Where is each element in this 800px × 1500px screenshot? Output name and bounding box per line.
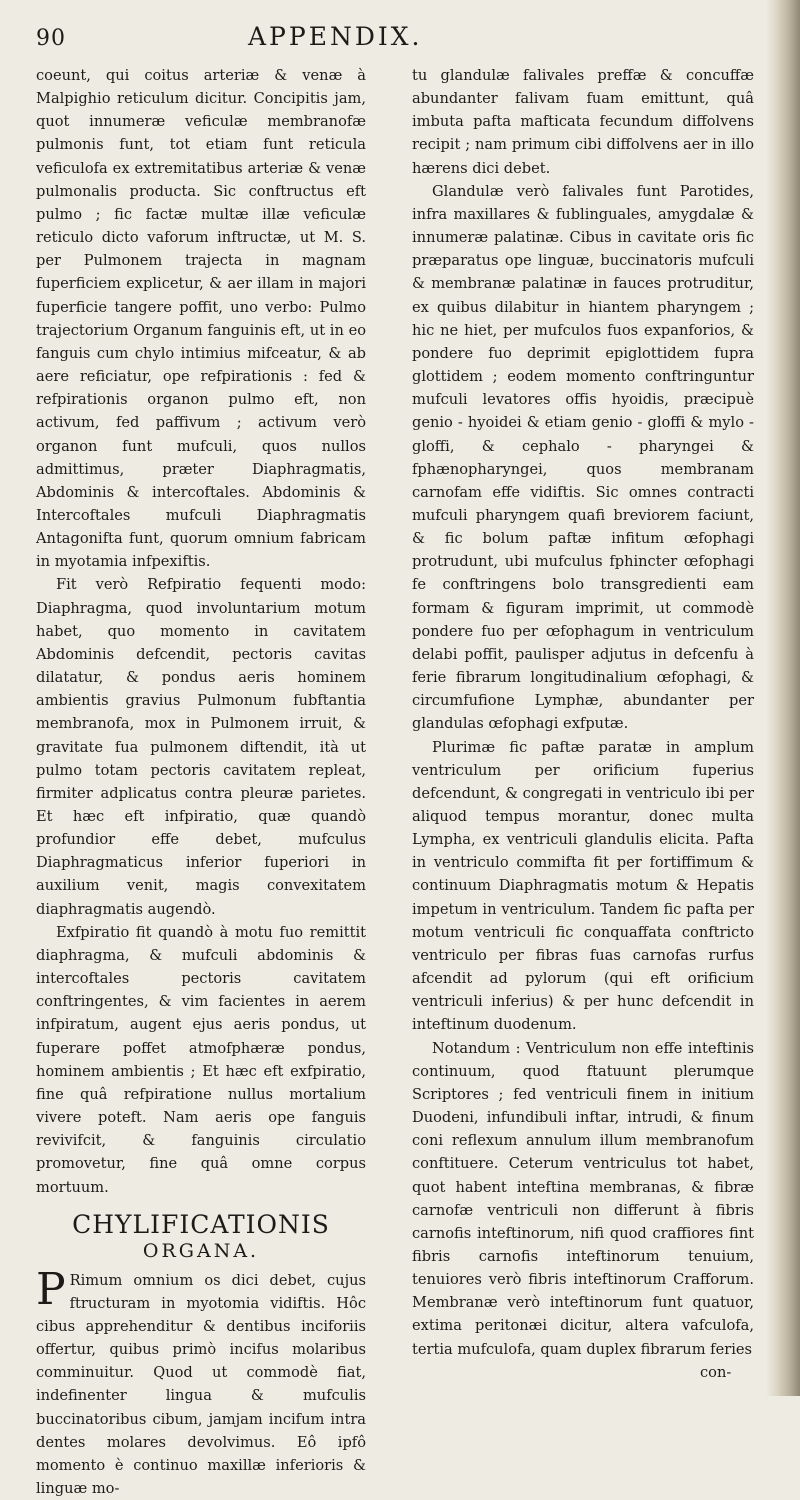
paragraph-ventricle: Plurimæ fic paftæ paratæ in amplum ventriculum per orificium fuperius defcendunt, & congregati in ventriculo ibi per aliquod tempus morantur, donec multa Lympha, ex ventriculi glandulis elicita. Pafta in ventriculo commifta fit per fortiffimum & continuum Diaphragmatis motum & Hepatis impetum in ventriculum. Tandem fic pafta per motum ventriculi fic conquaffata conftricto ventriculo per fibras fuas carnofas rurfus afcendit ad pylorum (qui eft orificium ventriculi inferius) & per hunc defcendit in inteftinum duodenum. xyxy=(412,738,754,1034)
paragraph-respiration: Fit verò Refpiratio fequenti modo: Diaphragma, quod involuntarium motum habet, quo momento in cavitatem Abdominis defcendit, pectoris cavitas dilatatur, & pondus aeris hominem ambientis gravius Pulmonum fubftantia membranofa, mox in Pulmonem irruit, & gravitate fua pulmonem diftendit, ità ut pulmo totam pectoris cavitatem repleat, firmiter adplicatus contra pleuræ parietes. Et hæc eft infpiratio, quæ quandò profundior effe debet, mufculus Diaphragmaticus inferior fuperiori in auxilium venit, magis convexitatem diaphragmatis augendò. xyxy=(36,576,366,918)
drop-cap: P xyxy=(36,1263,66,1315)
right-column xyxy=(412,64,754,1361)
paragraph-chylification xyxy=(36,1263,366,1500)
running-head: APPENDIX. xyxy=(248,22,423,51)
paragraph-chylification-text: Rimum omnium os dici debet, cujus ftructuram in myotomia vidiftis. Hôc cibus apprehenditur & dentibus inciforiis offertur, quibus primò incifus molaribus comminuitur. Quod ut commodè fiat, indefinenter lingua & mufculis buccinatoribus cibum, jamjam incifum intra dentes molares devolvimus. Eô ipfô momento è continuo maxillæ inferioris & linguæ mo- xyxy=(36,1271,366,1498)
paragraph-exspiration: Exfpiratio fit quandò à motu fuo remittit diaphragma, & mufculi abdominis & intercoftales pectoris cavitatem conftringentes, & vim facientes in aerem infpiratum, augent ejus aeris pondus, ut fuperare poffet atmofphæræ pondus, hominem ambientis ; Et hæc eft exfpiratio, fine quâ refpiratione nullus mortalium vivere poteft. Nam aeris ope fanguis revivifcit, & fanguinis circulatio promovetur, fine quâ omne corpus mortuum. xyxy=(36,923,366,1196)
paragraph-glands: tu glandulæ falivales preffæ & concuffæ abundanter falivam fuam emittunt, quâ imbuta pafta mafticata fecundum diffolvens recipit ; nam primum cibi diffolvens aer in illo hærens dici debet. xyxy=(412,67,754,177)
left-column xyxy=(36,64,366,1500)
section-heading: CHYLIFICATIONIS xyxy=(72,1209,330,1239)
page-number: 90 xyxy=(36,26,66,51)
catchword: con- xyxy=(700,1364,732,1381)
paragraph-notandum: Notandum : Ventriculum non effe inteftinis continuum, quod ftatuunt plerumque Scriptores ; fed ventriculi finem in initium Duodeni, infundibuli inftar, intrudi, & finum coni reflexum annulum illum membranofum conftituere. Ceterum ventriculus tot habet, quot habent inteftina membranas, & fibræ carnofæ ventriculi non differunt à fibris carnofis inteftinorum, nifi quod craffiores fint fibris carnofis inteftinorum tenuium, tenuiores verò fibris inteftinorum Crafforum. Membranæ verò inteftinorum funt quatuor, extima peritonæi dicitur, altera vafculofa, tertia mufculofa, quam duplex fibrarum feries xyxy=(412,1039,754,1358)
paragraph-continuation: coeunt, qui coitus arteriæ & venæ à Malpighio reticulum dicitur. Concipitis jam, quot innumeræ veficulæ membranofæ pulmonis funt, tot etiam funt reticula veficulofa ex extremitatibus arteriæ & venæ pulmonalis producta. Sic conftructus eft pulmo ; fic factæ multæ illæ veficulæ reticulo dicto vaforum inftructæ, ut M. S. per Pulmonem trajecta in magnam fuperficiem explicetur, & aer illam in majori fuperficie tangere poffit, uno verbo: Pulmo trajectorium Organum fanguinis eft, ut in eo fanguis cum chylo intimius mifceatur, & ab aere reficiatur, ope refpirationis : fed & refpirationis organon pulmo eft, non activum, fed paffivum ; activum verò organon funt mufculi, quos nullos admittimus, præter Diaphragmatis, Abdominis & intercoftales. Abdominis & Intercoftales mufculi Diaphragmatis Antagonifta funt, quorum omnium fabricam in myotamia infpexiftis. xyxy=(36,67,366,571)
section-subheading: ORGANA. xyxy=(142,1239,260,1262)
page-edge-shadow xyxy=(766,0,800,1396)
paragraph-salivary: Glandulæ verò falivales funt Parotides, infra maxillares & fublinguales, amygdalæ & innumeræ palatinæ. Cibus in cavitate oris fic præparatus ope linguæ, buccinatoris mufculi & membranæ palatinæ in fauces protruditur, ex quibus dilabitur in hiantem pharyngem ; hic ne hiet, per mufculos fuos expanforios, & pondere fuo deprimit epiglottidem fupra glottidem ; eodem momento conftringuntur mufculi levatores offis hyoidis, præcipuè genio - hyoidei & etiam genio - gloffi & mylo - gloffi, & cephalo - pharyngei & fphænopharyngei, quos membranam carnofam effe vidiftis. Sic omnes contracti mufculi pharyngem quafi breviorem faciunt, & fic bolum paftæ infitum œfophagi protrudunt, ubi mufculus fphincter œfophagi fe conftringens bolo transgredienti eam formam & figuram imprimit, ut commodè pondere fuo per œfophagum in ventriculum delabi poffit, paulisper adjutus in defcenfu à ferie fibrarum longitudinalium œfophagi, & circumfufione Lymphæ, abundanter per glandulas œfophagi exfputæ. xyxy=(412,182,754,733)
